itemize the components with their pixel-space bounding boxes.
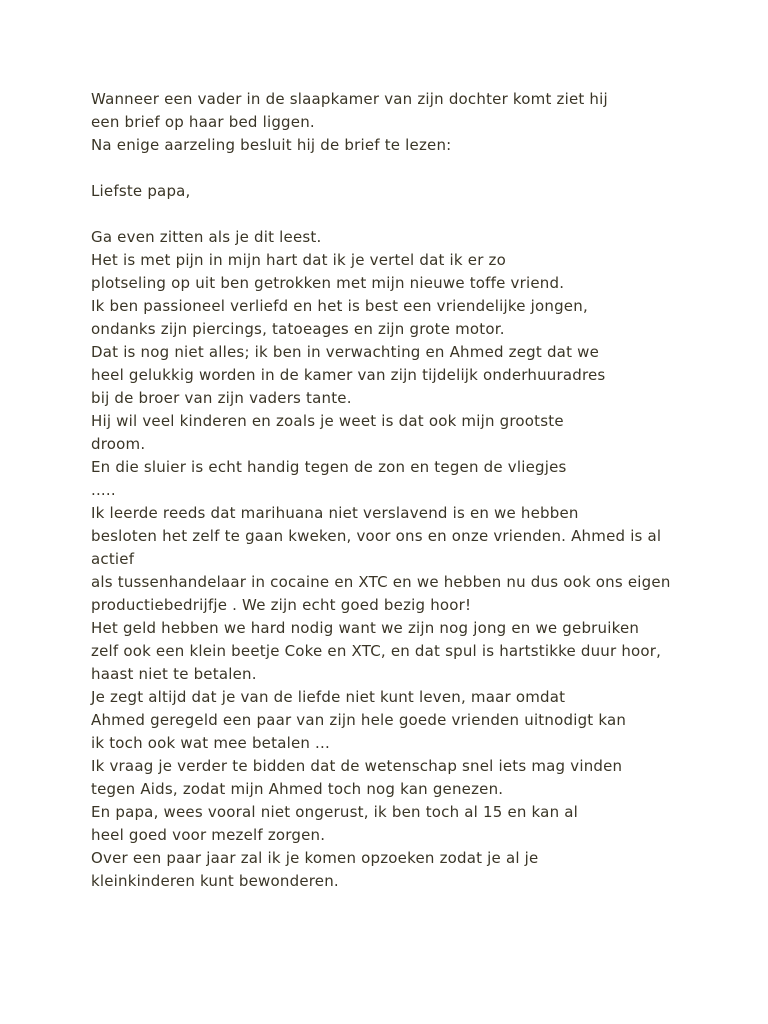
text-line: ondanks zijn piercings, tatoeages en zijn grote motor.	[91, 320, 505, 338]
letter-salutation: Liefste papa,	[91, 182, 191, 200]
text-line: Het is met pijn in mijn hart dat ik je vertel dat ik er zo	[91, 251, 506, 269]
text-line: tegen Aids, zodat mijn Ahmed toch nog kan genezen.	[91, 780, 504, 798]
text-line: Ik vraag je verder te bidden dat de wetenschap snel iets mag vinden	[91, 757, 623, 775]
text-line: ik toch ook wat mee betalen ...	[91, 734, 330, 752]
text-line: productiebedrijfje . We zijn echt goed bezig hoor!	[91, 596, 472, 614]
text-line: .....	[91, 481, 116, 499]
text-line: Hij wil veel kinderen en zoals je weet is dat ook mijn grootste	[91, 412, 564, 430]
text-line: bij de broer van zijn vaders tante.	[91, 389, 352, 407]
text-line: Over een paar jaar zal ik je komen opzoeken zodat je al je	[91, 849, 539, 867]
text-line: Wanneer een vader in de slaapkamer van zijn dochter komt ziet hij	[91, 90, 608, 108]
document-page	[91, 88, 731, 893]
text-line: Ik leerde reeds dat marihuana niet verslavend is en we hebben	[91, 504, 579, 522]
text-line: Dat is nog niet alles; ik ben in verwachting en Ahmed zegt dat we	[91, 343, 600, 361]
text-line: besloten het zelf te gaan kweken, voor ons en onze vrienden. Ahmed is al	[91, 527, 662, 545]
text-line: haast niet te betalen.	[91, 665, 257, 683]
text-line: Ik ben passioneel verliefd en het is best een vriendelijke jongen,	[91, 297, 588, 315]
text-line: als tussenhandelaar in cocaine en XTC en we hebben nu dus ook ons eigen	[91, 573, 671, 591]
letter-body	[91, 226, 731, 893]
text-line: Ga even zitten als je dit leest.	[91, 228, 322, 246]
text-line: zelf ook een klein beetje Coke en XTC, en dat spul is hartstikke duur hoor,	[91, 642, 662, 660]
text-line: een brief op haar bed liggen.	[91, 113, 315, 131]
text-line: Ahmed geregeld een paar van zijn hele goede vrienden uitnodigt kan	[91, 711, 627, 729]
intro-paragraph	[91, 88, 731, 157]
text-line: En papa, wees vooral niet ongerust, ik ben toch al 15 en kan al	[91, 803, 579, 821]
text-line: plotseling op uit ben getrokken met mijn nieuwe toffe vriend.	[91, 274, 565, 292]
blank-line	[91, 157, 731, 180]
text-line: Het geld hebben we hard nodig want we zijn nog jong en we gebruiken	[91, 619, 640, 637]
text-line: En die sluier is echt handig tegen de zon en tegen de vliegjes	[91, 458, 567, 476]
text-line: actief	[91, 550, 135, 568]
text-line: heel goed voor mezelf zorgen.	[91, 826, 326, 844]
text-line: Na enige aarzeling besluit hij de brief te lezen:	[91, 136, 452, 154]
text-line: kleinkinderen kunt bewonderen.	[91, 872, 339, 890]
blank-line	[91, 203, 731, 226]
text-line: Je zegt altijd dat je van de liefde niet kunt leven, maar omdat	[91, 688, 566, 706]
text-line: heel gelukkig worden in de kamer van zijn tijdelijk onderhuuradres	[91, 366, 606, 384]
text-line: droom.	[91, 435, 146, 453]
